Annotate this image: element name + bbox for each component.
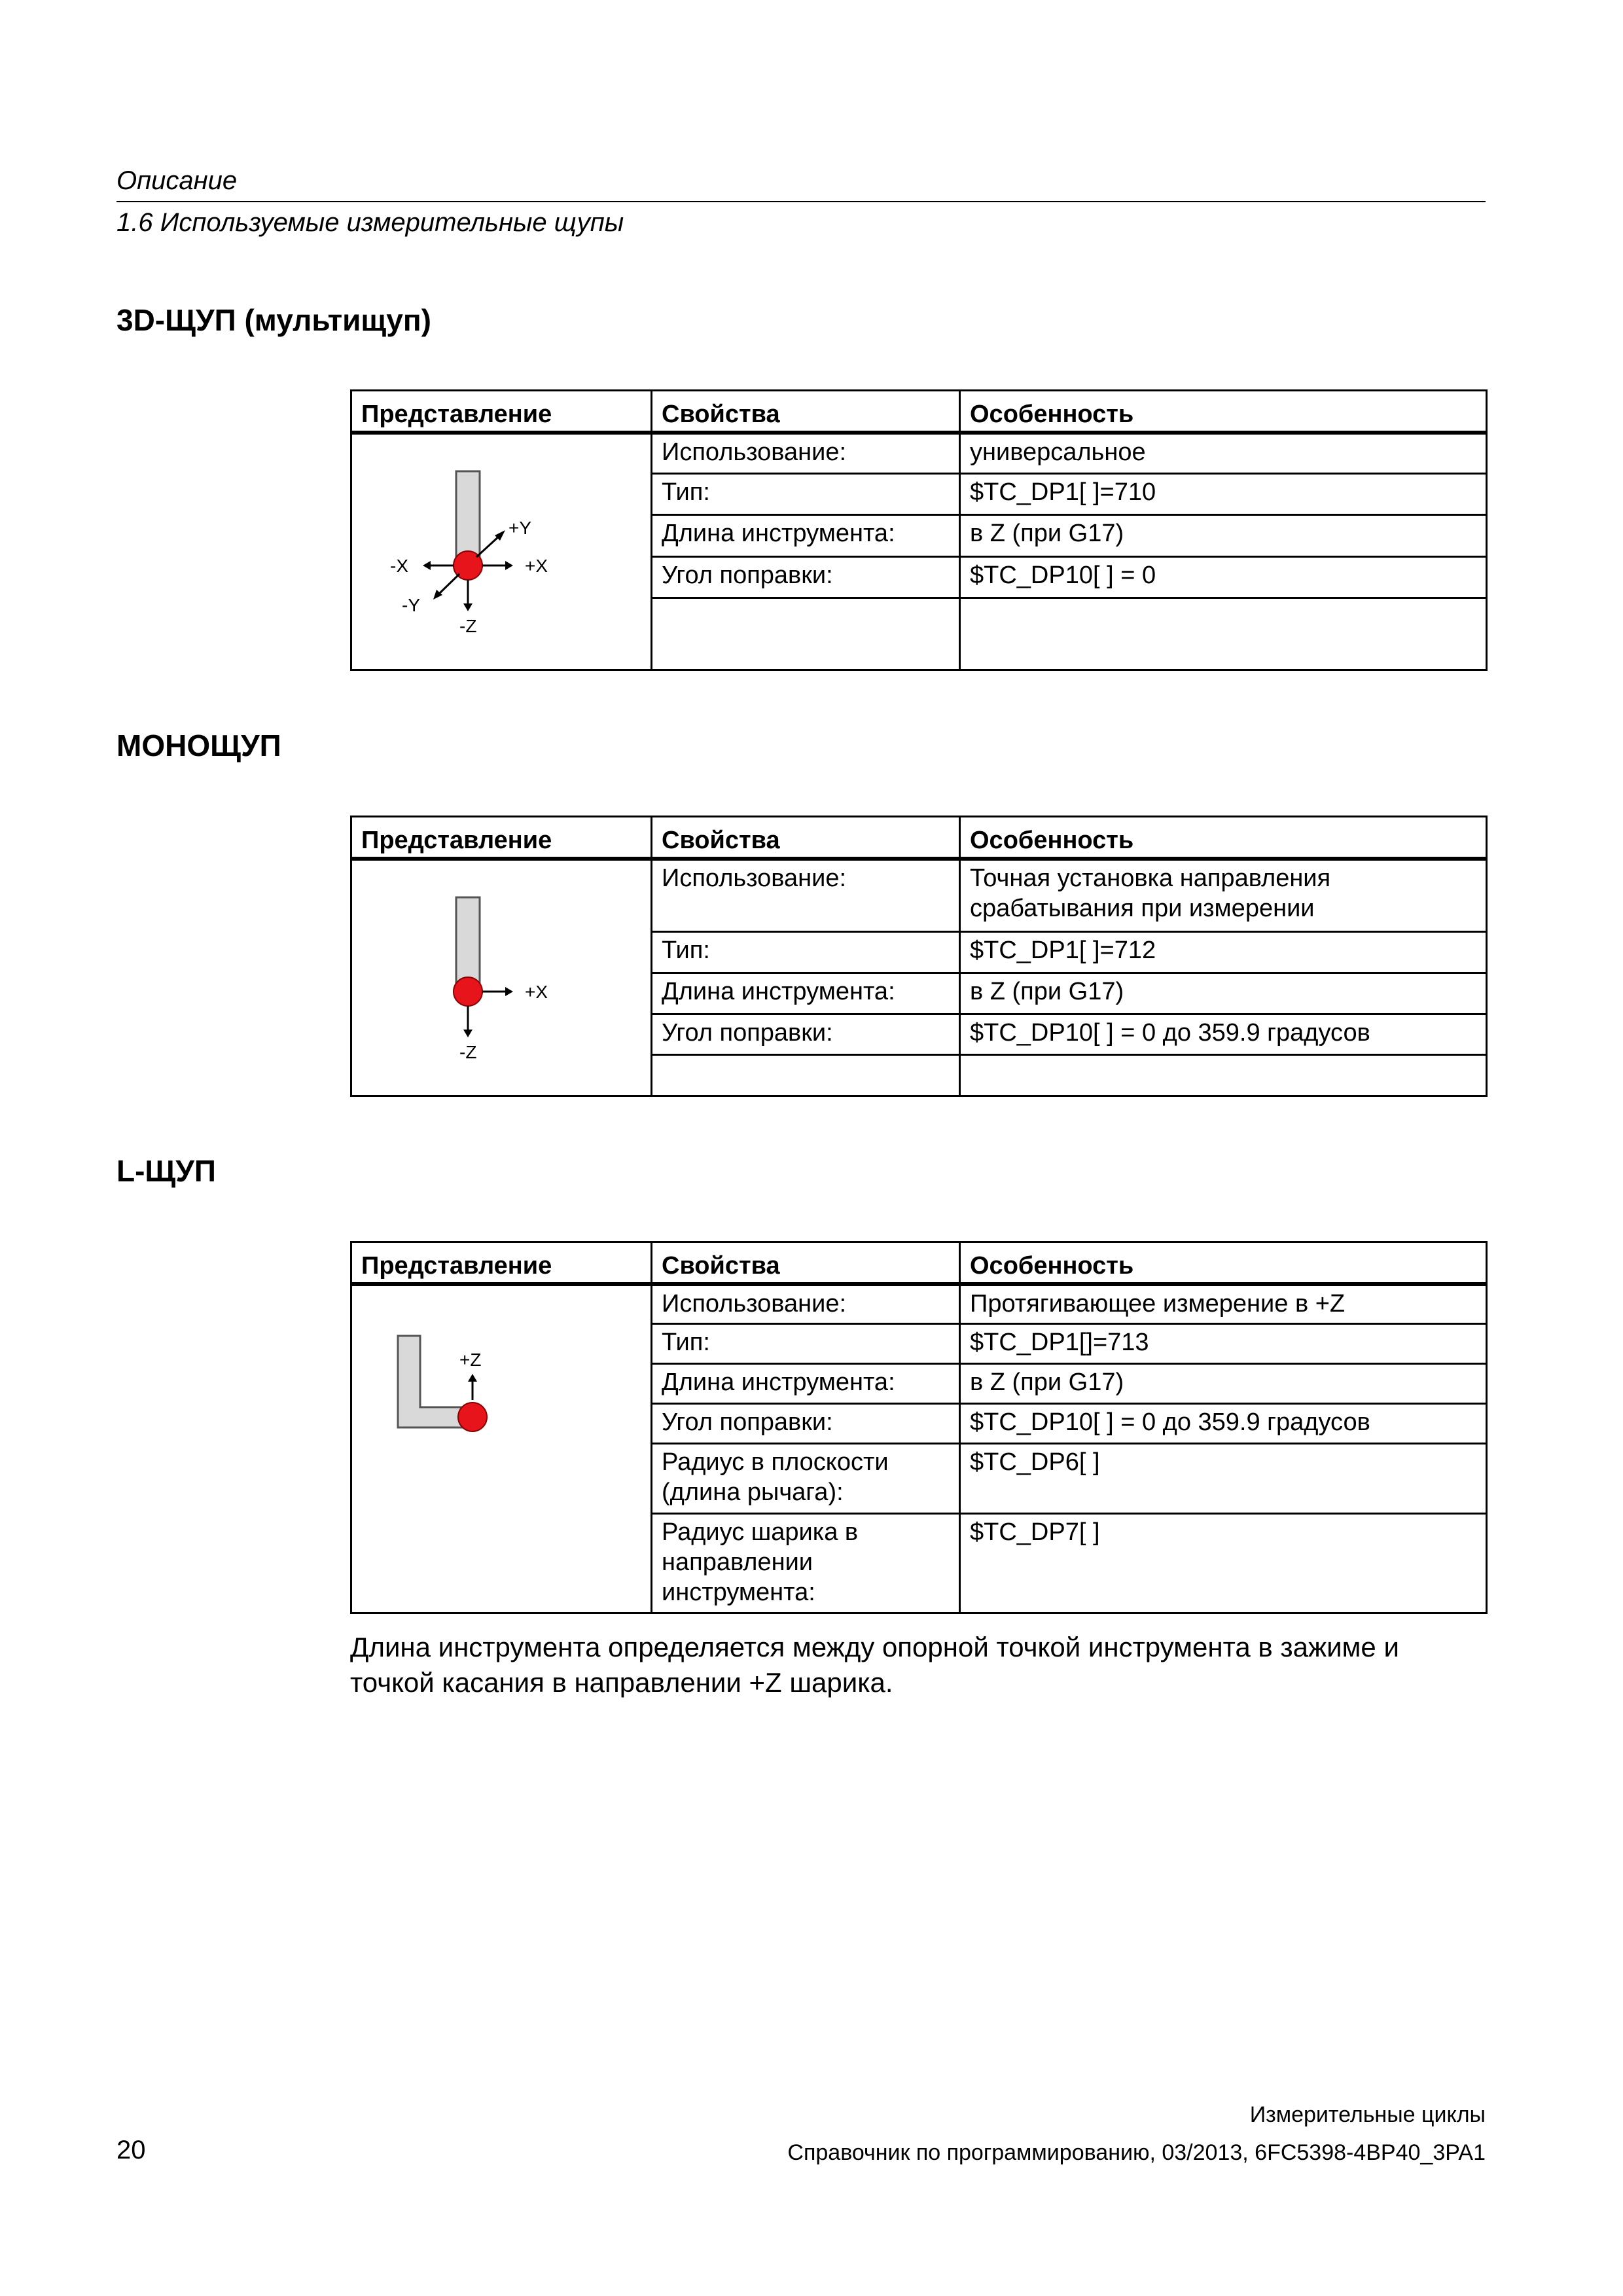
property-cell: Тип:	[652, 1324, 960, 1364]
value-cell	[960, 1055, 1487, 1096]
property-cell: Длина инструмента:	[652, 973, 960, 1014]
property-cell	[652, 1055, 960, 1096]
col-header-feature: Особенность	[960, 391, 1487, 433]
header-chapter: Описание	[116, 166, 238, 195]
header-section: 1.6 Используемые измерительные щупы	[116, 208, 624, 237]
property-cell: Радиус шарика в направлении инструмента:	[652, 1514, 960, 1613]
col-header-properties: Свойства	[652, 391, 960, 433]
value-cell: $TC_DP10[ ] = 0 до 359.9 градусов	[960, 1014, 1487, 1055]
property-cell: Использование:	[652, 433, 960, 474]
value-cell: $TC_DP10[ ] = 0	[960, 556, 1487, 598]
page-number: 20	[116, 2136, 146, 2164]
property-cell: Длина инструмента:	[652, 1364, 960, 1404]
axis-label-pz: +Z	[459, 1349, 482, 1370]
probe-shaft	[456, 471, 480, 558]
section-title-mono-probe: МОНОЩУП	[116, 728, 281, 762]
value-cell: $TC_DP1[ ]=710	[960, 474, 1487, 515]
value-cell	[960, 598, 1487, 670]
value-cell: $TC_DP1[]=713	[960, 1324, 1487, 1364]
section-title-3d-probe: 3D-ЩУП (мультищуп)	[116, 303, 431, 337]
property-cell: Использование:	[652, 859, 960, 932]
diagram-cell-mono-probe	[351, 859, 652, 1096]
table-l-probe	[350, 1241, 1488, 1614]
diagram-cell-3d-probe	[351, 433, 652, 670]
axis-label-nz: -Z	[459, 1041, 477, 1062]
axis-label-nx: -X	[390, 555, 408, 576]
probe-ball	[454, 977, 482, 1006]
table-3d-probe	[350, 389, 1488, 671]
property-cell	[652, 598, 960, 670]
value-cell: в Z (при G17)	[960, 1364, 1487, 1404]
footer-book-title: Измерительные циклы	[1249, 2102, 1486, 2127]
col-header-properties: Свойства	[652, 817, 960, 859]
axis-label-px: +X	[525, 555, 548, 576]
property-cell: Тип:	[652, 931, 960, 973]
probe-mono-diagram	[361, 863, 662, 1092]
property-cell: Угол поправки:	[652, 556, 960, 598]
footer-book-ref: Справочник по программированию, 03/2013, 6FC5398-4BP40_3PA1	[787, 2140, 1486, 2165]
diagram-cell-l-probe	[351, 1284, 652, 1613]
probe-3d-diagram	[361, 437, 662, 666]
value-cell: в Z (при G17)	[960, 973, 1487, 1014]
value-cell: в Z (при G17)	[960, 515, 1487, 556]
property-cell: Угол поправки:	[652, 1014, 960, 1055]
probe-shaft	[456, 897, 480, 984]
l-probe-body	[398, 1336, 466, 1427]
col-header-representation: Представление	[351, 817, 652, 859]
property-cell: Длина инструмента:	[652, 515, 960, 556]
axis-label-nz: -Z	[459, 615, 477, 636]
value-cell: Точная установка направления срабатывания при измерении	[960, 859, 1487, 932]
axis-label-py: +Y	[508, 517, 532, 538]
value-cell: $TC_DP7[ ]	[960, 1514, 1487, 1613]
col-header-feature: Особенность	[960, 1242, 1487, 1284]
value-cell: $TC_DP10[ ] = 0 до 359.9 градусов	[960, 1404, 1487, 1444]
col-header-representation: Представление	[351, 391, 652, 433]
col-header-representation: Представление	[351, 1242, 652, 1284]
probe-ball	[458, 1403, 487, 1431]
value-cell: $TC_DP1[ ]=712	[960, 931, 1487, 973]
property-cell: Тип:	[652, 474, 960, 515]
body-paragraph: Длина инструмента определяется между опорной точкой инструмента в зажиме и точкой касания в направлении +Z шарика.	[350, 1632, 1399, 1698]
value-cell: универсальное	[960, 433, 1487, 474]
section-title-l-probe: L-ЩУП	[116, 1154, 216, 1188]
probe-l-diagram	[361, 1289, 662, 1485]
col-header-properties: Свойства	[652, 1242, 960, 1284]
value-cell: $TC_DP6[ ]	[960, 1444, 1487, 1514]
table-mono-probe	[350, 816, 1488, 1097]
col-header-feature: Особенность	[960, 817, 1487, 859]
value-cell: Протягивающее измерение в +Z	[960, 1284, 1487, 1324]
axis-label-px: +X	[525, 981, 548, 1002]
property-cell: Угол поправки:	[652, 1404, 960, 1444]
property-cell: Радиус в плоскости (длина рычага):	[652, 1444, 960, 1514]
header-rule	[116, 201, 1486, 202]
axis-label-ny: -Y	[402, 594, 420, 615]
property-cell: Использование:	[652, 1284, 960, 1324]
